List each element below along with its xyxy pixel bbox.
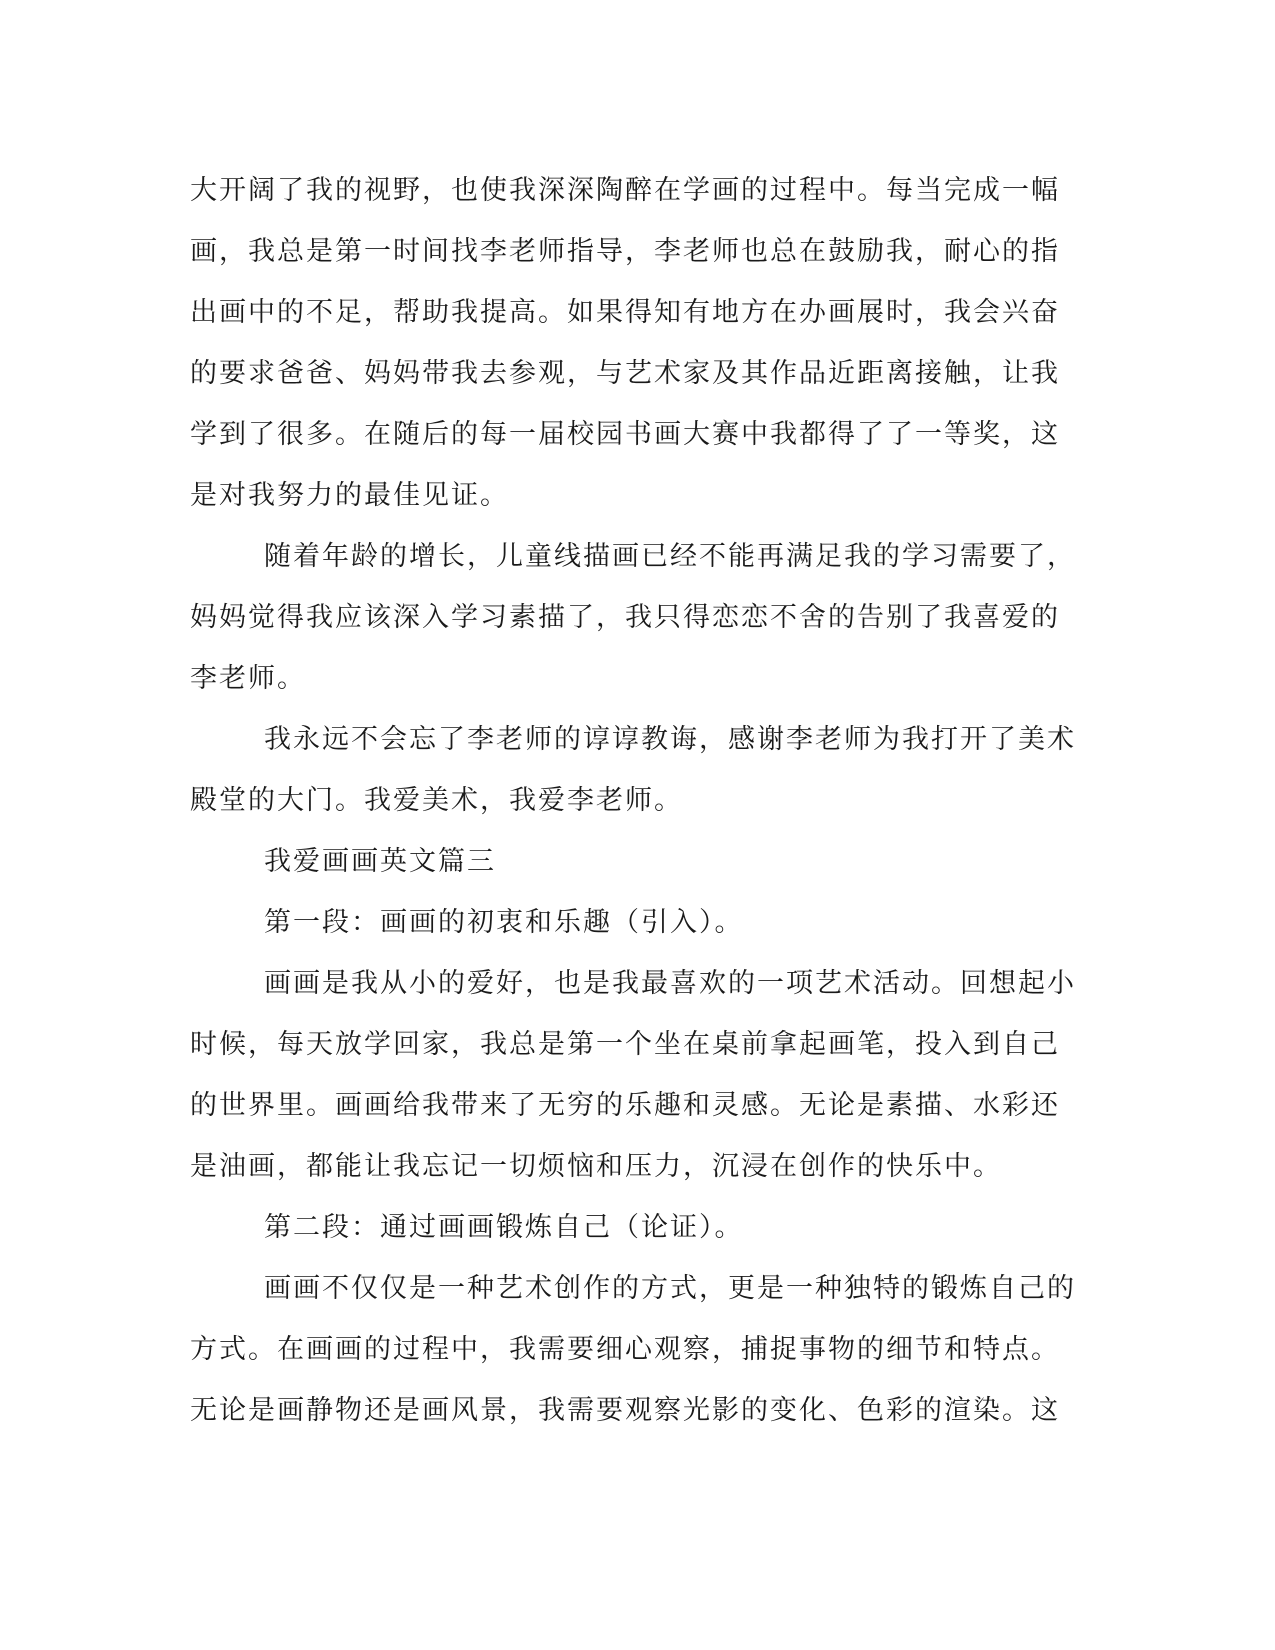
subsection-heading: 第一段：画画的初衷和乐趣（引入）。 [264,907,744,938]
subsection-heading: 第二段：通过画画锻炼自己（论证）。 [264,1212,744,1243]
text-line: 画，我总是第一时间找李老师指导，李老师也总在鼓励我，耐心的指 [190,236,1060,267]
text-line: 是对我努力的最佳见证。 [190,480,509,511]
text-line: 李老师。 [190,663,306,694]
text-line: 出画中的不足，帮助我提高。如果得知有地方在办画展时，我会兴奋 [190,297,1060,328]
paragraph-start-line: 随着年龄的增长，儿童线描画已经不能再满足我的学习需要了， [264,541,1076,572]
section-heading: 我爱画画英文篇三 [264,846,496,877]
paragraph-start-line: 画画不仅仅是一种艺术创作的方式，更是一种独特的锻炼自己的 [264,1273,1076,1304]
text-line: 大开阔了我的视野，也使我深深陶醉在学画的过程中。每当完成一幅 [190,175,1060,206]
paragraph-start-line: 画画是我从小的爱好，也是我最喜欢的一项艺术活动。回想起小 [264,968,1076,999]
text-line: 妈妈觉得我应该深入学习素描了，我只得恋恋不舍的告别了我喜爱的 [190,602,1060,633]
text-line: 是油画，都能让我忘记一切烦恼和压力，沉浸在创作的快乐中。 [190,1151,1002,1182]
text-line: 方式。在画画的过程中，我需要细心观察，捕捉事物的细节和特点。 [190,1334,1060,1365]
text-line: 时候，每天放学回家，我总是第一个坐在桌前拿起画笔，投入到自己 [190,1029,1060,1060]
document-body [190,160,1075,1441]
text-line: 无论是画静物还是画风景，我需要观察光影的变化、色彩的渲染。这 [190,1395,1060,1426]
text-line: 的要求爸爸、妈妈带我去参观，与艺术家及其作品近距离接触，让我 [190,358,1060,389]
text-line: 殿堂的大门。我爱美术，我爱李老师。 [190,785,683,816]
paragraph-start-line: 我永远不会忘了李老师的谆谆教诲，感谢李老师为我打开了美术 [264,724,1076,755]
text-line: 学到了很多。在随后的每一届校园书画大赛中我都得了了一等奖，这 [190,419,1060,450]
text-line: 的世界里。画画给我带来了无穷的乐趣和灵感。无论是素描、水彩还 [190,1090,1060,1121]
